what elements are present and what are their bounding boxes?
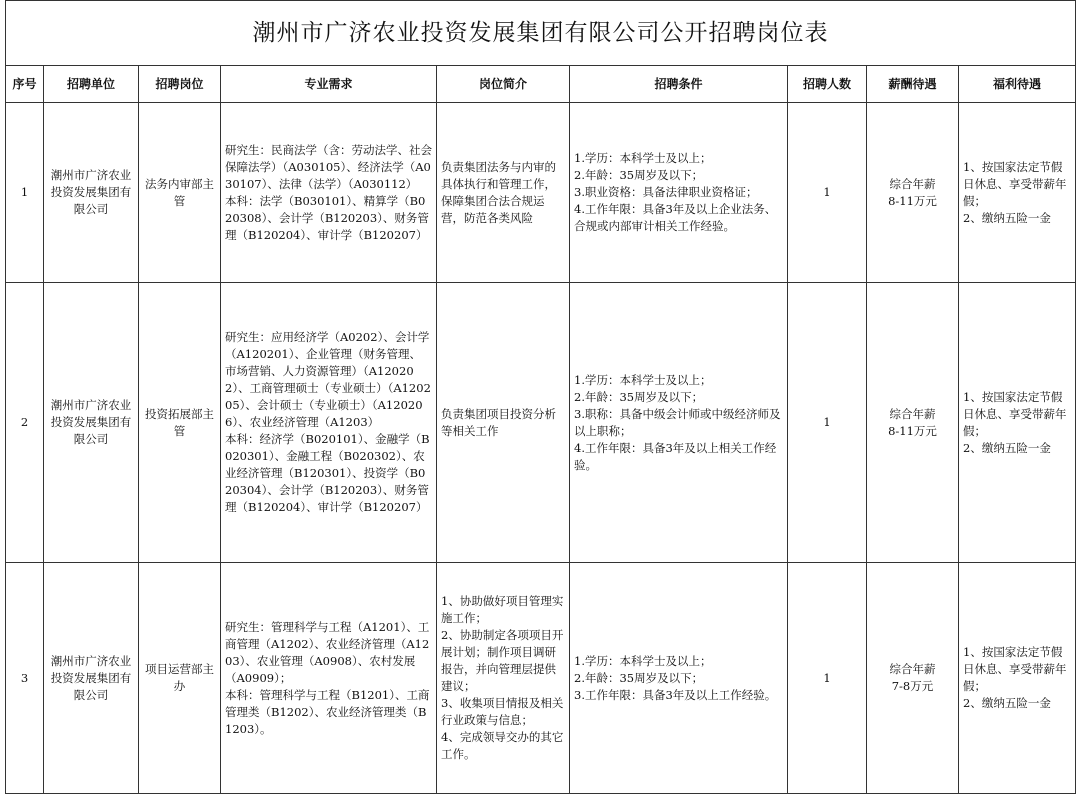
cell-conditions: 1.学历：本科学士及以上； 2.年龄：35周岁及以下； 3.职业资格：具备法律职业资格证； 4.工作年限：具备3年及以上企业法务、合规或内部审计相关工作经验。 (570, 103, 788, 283)
cell-count: 1 (788, 563, 867, 794)
header-count: 招聘人数 (788, 66, 867, 103)
header-unit: 招聘单位 (44, 66, 139, 103)
recruitment-table (5, 0, 1076, 794)
header-position: 招聘岗位 (139, 66, 221, 103)
table-row (6, 103, 1076, 283)
table-title: 潮州市广济农业投资发展集团有限公司公开招聘岗位表 (6, 1, 1076, 66)
cell-salary: 综合年薪 7-8万元 (867, 563, 959, 794)
cell-intro: 负责集团项目投资分析等相关工作 (437, 283, 570, 563)
header-salary: 薪酬待遇 (867, 66, 959, 103)
header-welfare: 福利待遇 (959, 66, 1076, 103)
cell-majors: 研究生：民商法学（含：劳动法学、社会保障法学）（A030105）、经济法学（A030107）、法律（法学）（A030112） 本科：法学（B030101）、精算学（B020308）、会计学（B120203）、财务管理（B120204）、审计学（B120207） (221, 103, 437, 283)
cell-count: 1 (788, 103, 867, 283)
cell-welfare: 1、按国家法定节假日休息、享受带薪年假； 2、缴纳五险一金 (959, 283, 1076, 563)
header-no: 序号 (6, 66, 44, 103)
cell-position: 项目运营部主办 (139, 563, 221, 794)
cell-majors: 研究生：应用经济学（A0202）、会计学（A120201）、企业管理（财务管理、市场营销、人力资源管理）（A120202）、工商管理硕士（专业硕士）（A120205）、会计硕士（专业硕士）（A120206）、农业经济管理（A1203） 本科：经济学（B020101）、金融学（B020301）、金融工程（B020302）、农业经济管理（B120301）、投资学（B020304）、会计学（B120203）、财务管理（B120204）、审计学（B120207） (221, 283, 437, 563)
cell-salary: 综合年薪 8-11万元 (867, 103, 959, 283)
cell-conditions: 1.学历：本科学士及以上； 2.年龄：35周岁及以下； 3.职称：具备中级会计师或中级经济师及以上职称； 4.工作年限：具备3年及以上相关工作经验。 (570, 283, 788, 563)
cell-no: 3 (6, 563, 44, 794)
cell-no: 2 (6, 283, 44, 563)
header-intro: 岗位简介 (437, 66, 570, 103)
cell-conditions: 1.学历：本科学士及以上； 2.年龄：35周岁及以下； 3.工作年限：具备3年及以上工作经验。 (570, 563, 788, 794)
cell-welfare: 1、按国家法定节假日休息、享受带薪年假； 2、缴纳五险一金 (959, 563, 1076, 794)
cell-welfare: 1、按国家法定节假日休息、享受带薪年假； 2、缴纳五险一金 (959, 103, 1076, 283)
header-conditions: 招聘条件 (570, 66, 788, 103)
cell-unit: 潮州市广济农业投资发展集团有限公司 (44, 283, 139, 563)
cell-intro: 负责集团法务与内审的具体执行和管理工作，保障集团合法合规运营，防范各类风险 (437, 103, 570, 283)
header-majors: 专业需求 (221, 66, 437, 103)
cell-no: 1 (6, 103, 44, 283)
header-row (6, 66, 1076, 103)
cell-unit: 潮州市广济农业投资发展集团有限公司 (44, 103, 139, 283)
table-row (6, 563, 1076, 794)
cell-majors: 研究生：管理科学与工程（A1201）、工商管理（A1202）、农业经济管理（A1203）、农业管理（A0908）、农村发展（A0909）； 本科：管理科学与工程（B1201）、工商管理类（B1202）、农业经济管理类（B1203）。 (221, 563, 437, 794)
table-row (6, 283, 1076, 563)
cell-salary: 综合年薪 8-11万元 (867, 283, 959, 563)
cell-position: 投资拓展部主管 (139, 283, 221, 563)
cell-position: 法务内审部主管 (139, 103, 221, 283)
cell-intro: 1、协助做好项目管理实施工作； 2、协助制定各项项目开展计划；制作项目调研报告，并向管理层提供建议； 3、收集项目情报及相关行业政策与信息； 4、完成领导交办的其它工作。 (437, 563, 570, 794)
cell-unit: 潮州市广济农业投资发展集团有限公司 (44, 563, 139, 794)
cell-count: 1 (788, 283, 867, 563)
